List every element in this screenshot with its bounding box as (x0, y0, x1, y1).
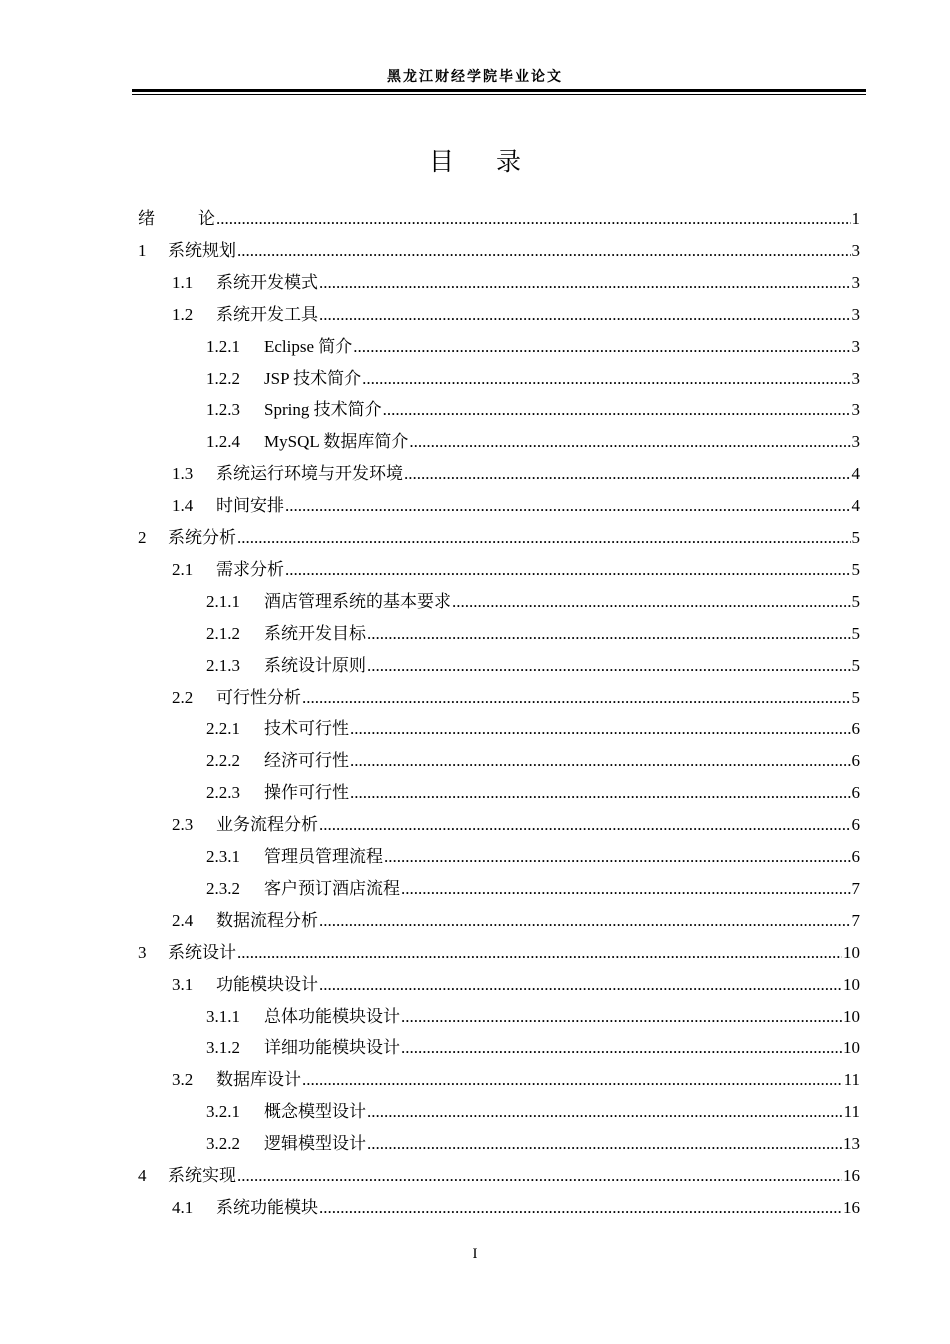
toc-entry-title: 功能模块设计 (216, 974, 318, 994)
toc-entry-title: 系统规划 (168, 240, 236, 260)
toc-entry[interactable] (206, 1033, 860, 1061)
toc-entry-page: 3 (851, 368, 860, 388)
toc-entry-page: 3 (851, 432, 860, 452)
toc-entry-page: 3 (851, 400, 860, 420)
toc-dot-leader (362, 369, 850, 389)
toc-entry-number: 2.2.2 (206, 751, 240, 771)
toc-dot-leader (319, 815, 851, 835)
toc-entry-title: 管理员管理流程 (264, 847, 383, 866)
toc-entry-number: 2.2.1 (206, 719, 240, 739)
toc-entry-page: 5 (851, 655, 860, 675)
toc-entry-page: 11 (843, 1102, 860, 1122)
toc-entry-number: 2.4 (172, 910, 194, 930)
toc-entry-number: 2.3.2 (206, 878, 240, 898)
toc-dot-leader (319, 305, 851, 325)
toc-entry-page: 4 (851, 496, 860, 516)
toc-dot-leader (319, 1198, 842, 1218)
toc-entry[interactable] (172, 1065, 860, 1093)
toc-entry-number: 2.1 (172, 559, 194, 579)
toc-entry[interactable] (172, 268, 860, 296)
toc-dot-leader (237, 241, 851, 261)
toc-entry[interactable] (206, 364, 860, 392)
toc-entry-page: 6 (851, 783, 860, 803)
toc-dot-leader (350, 783, 851, 803)
toc-entry-title: 系统设计 (168, 942, 236, 962)
toc-entry-title: 业务流程分析 (216, 815, 318, 835)
toc-entry[interactable] (172, 300, 860, 328)
toc-dot-leader (404, 464, 851, 484)
toc-entry-page: 10 (843, 974, 860, 994)
toc-dot-leader (302, 688, 851, 708)
page-number: I (472, 1246, 478, 1262)
toc-entry-page: 4 (851, 464, 860, 484)
toc-dot-leader (237, 528, 851, 548)
toc-entry-number: 2.2 (172, 687, 194, 707)
toc-dot-leader (350, 751, 851, 771)
toc-entry-page: 10 (843, 1006, 860, 1026)
toc-entry-page: 6 (851, 847, 860, 866)
toc-entry-page: 5 (851, 623, 860, 643)
toc-entry[interactable] (206, 746, 860, 774)
toc-entry-number: 1 (138, 240, 147, 260)
toc-entry-title: 酒店管理系统的基本要求 (264, 591, 451, 611)
toc-entry[interactable] (206, 714, 860, 742)
toc-dot-leader (383, 400, 851, 420)
toc-entry[interactable] (206, 1002, 860, 1030)
toc-entry-number: 1.2.3 (206, 400, 240, 420)
toc-entry-number: 2.1.1 (206, 591, 240, 611)
toc-entry-number: 2.3 (172, 815, 194, 835)
toc-entry[interactable] (206, 587, 860, 615)
toc-entry-title: Spring 技术简介 (264, 400, 382, 420)
toc-dot-leader (367, 1134, 842, 1154)
toc-entry-title: 可行性分析 (216, 687, 301, 707)
toc-entry-number: 3.1 (172, 974, 194, 994)
toc-dot-leader (237, 1166, 842, 1186)
toc-entry-number: 2 (138, 528, 147, 547)
toc-entry-page: 3 (851, 336, 860, 356)
toc-entry-page: 6 (851, 751, 860, 771)
toc-entry-title: 操作可行性 (264, 783, 349, 803)
toc-dot-leader (319, 911, 851, 931)
toc-entry-title: Eclipse 简介 (264, 336, 353, 356)
toc-entry-title: 系统运行环境与开发环境 (216, 464, 403, 484)
toc-entry-page: 5 (851, 687, 860, 707)
toc-entry[interactable] (172, 1193, 860, 1221)
toc-entry-number: 3.1.1 (206, 1006, 240, 1026)
toc-entry-title: 总体功能模块设计 (264, 1006, 400, 1026)
toc-entry-page: 3 (851, 240, 860, 260)
toc-entry-page: 16 (843, 1197, 860, 1217)
toc-dot-leader (401, 1038, 842, 1058)
toc-dot-leader (367, 656, 851, 676)
toc-dot-leader (285, 496, 851, 516)
toc-entry[interactable] (138, 523, 860, 551)
toc-dot-leader (401, 879, 851, 899)
toc-entry-title: 系统开发模式 (216, 272, 318, 292)
toc-entry-title: 论 (198, 209, 215, 228)
toc-entry-title: 经济可行性 (264, 751, 349, 771)
toc-entry-title: 系统分析 (168, 528, 236, 547)
toc-entry-number: 2.2.3 (206, 783, 240, 803)
header-rule-thick (132, 89, 866, 92)
toc-entry-title: 客户预订酒店流程 (264, 878, 400, 898)
toc-entry-number: 2.3.1 (206, 847, 240, 866)
toc-entry-title: 系统开发目标 (264, 623, 366, 643)
toc-entry-number: 2.1.3 (206, 655, 240, 675)
toc-entry-page: 5 (851, 559, 860, 579)
toc-entry-number: 1.3 (172, 464, 194, 484)
toc-entry[interactable] (206, 332, 860, 360)
toc-entry-title: 系统开发工具 (216, 304, 318, 324)
toc-dot-leader (302, 1070, 843, 1090)
toc-entry-page: 3 (851, 304, 860, 324)
toc-entry[interactable] (138, 236, 860, 264)
toc-entry-number: 3 (138, 942, 147, 962)
toc-entry-number: 3.2 (172, 1070, 194, 1090)
toc-entry[interactable] (206, 1129, 860, 1157)
toc-entry[interactable] (172, 555, 860, 583)
toc-dot-leader (216, 209, 851, 229)
toc-entry-number: 4 (138, 1166, 147, 1185)
toc-entry[interactable] (206, 395, 860, 423)
toc-entry-page: 7 (851, 878, 860, 898)
toc-entry-page: 3 (851, 272, 860, 292)
toc-entry-number: 1.2.2 (206, 368, 240, 388)
toc-dot-leader (319, 975, 842, 995)
toc-entry-title: 数据流程分析 (216, 910, 318, 930)
toc-entry[interactable] (206, 427, 860, 455)
toc-entry-page: 10 (843, 942, 860, 962)
toc-dot-leader (285, 560, 851, 580)
toc-entry[interactable] (206, 619, 860, 647)
toc-entry-title: MySQL 数据库简介 (264, 432, 409, 452)
toc-entry[interactable] (172, 810, 860, 838)
toc-dot-leader (367, 1102, 843, 1122)
toc-entry-number: 3.1.2 (206, 1038, 240, 1058)
toc-entry-page: 11 (843, 1070, 860, 1090)
toc-entry[interactable] (206, 842, 860, 870)
toc-entry[interactable] (138, 938, 860, 966)
toc-dot-leader (350, 719, 851, 739)
toc-entry[interactable] (172, 683, 860, 711)
page-header: 黑龙江财经学院毕业论文 (387, 69, 563, 85)
toc-entry-title: 数据库设计 (216, 1070, 301, 1090)
toc-entry[interactable] (172, 906, 860, 934)
toc-entry[interactable] (172, 491, 860, 519)
toc-entry-page: 10 (843, 1038, 860, 1058)
toc-entry-title: 系统设计原则 (264, 655, 366, 675)
toc-entry[interactable] (206, 778, 860, 806)
toc-entry-title: JSP 技术简介 (264, 368, 362, 388)
toc-entry-page: 6 (851, 815, 860, 835)
toc-dot-leader (452, 592, 851, 612)
toc-entry[interactable] (206, 1097, 860, 1125)
toc-dot-leader (237, 943, 842, 963)
toc-entry[interactable] (172, 970, 860, 998)
toc-entry-title: 系统功能模块 (216, 1197, 318, 1217)
toc-entry-title: 技术可行性 (264, 719, 349, 739)
toc-entry-number: 1.1 (172, 272, 194, 292)
toc-entry-title: 详细功能模块设计 (264, 1038, 400, 1058)
toc-entry-number: 3.2.2 (206, 1134, 240, 1154)
toc-entry-page: 6 (851, 719, 860, 739)
toc-entry-title: 系统实现 (168, 1166, 236, 1185)
toc-entry-number: 绪 (138, 209, 155, 228)
toc-entry-number: 1.2 (172, 304, 194, 324)
toc-dot-leader (401, 1007, 842, 1027)
header-rule-thin (132, 94, 866, 95)
toc-entry-page: 1 (851, 209, 860, 228)
toc-entry-title: 时间安排 (216, 496, 284, 516)
toc-entry-number: 3.2.1 (206, 1102, 240, 1122)
toc-entry-page: 7 (851, 910, 860, 930)
toc-entry-title: 需求分析 (216, 559, 284, 579)
toc-entry-number: 1.4 (172, 496, 194, 516)
toc-entry-number: 4.1 (172, 1197, 194, 1217)
toc-dot-leader (409, 432, 850, 452)
toc-entry-page: 13 (843, 1134, 860, 1154)
toc-entry-number: 2.1.2 (206, 623, 240, 643)
toc-dot-leader (353, 337, 850, 357)
page-title: 目录 (428, 147, 563, 176)
toc-entry[interactable] (206, 874, 860, 902)
toc-entry[interactable] (206, 651, 860, 679)
toc-entry[interactable] (138, 1161, 860, 1189)
toc-entry[interactable] (138, 204, 860, 232)
toc-entry-page: 5 (851, 528, 860, 547)
toc-entry-number: 1.2.1 (206, 336, 240, 356)
toc-dot-leader (384, 847, 851, 867)
toc-entry-title: 概念模型设计 (264, 1102, 366, 1122)
toc-entry-page: 5 (851, 591, 860, 611)
toc-entry-title: 逻辑模型设计 (264, 1134, 366, 1154)
toc-dot-leader (367, 624, 851, 644)
toc-entry-number: 1.2.4 (206, 432, 240, 452)
toc-dot-leader (319, 273, 851, 293)
toc-entry-page: 16 (843, 1166, 860, 1185)
toc-entry[interactable] (172, 459, 860, 487)
